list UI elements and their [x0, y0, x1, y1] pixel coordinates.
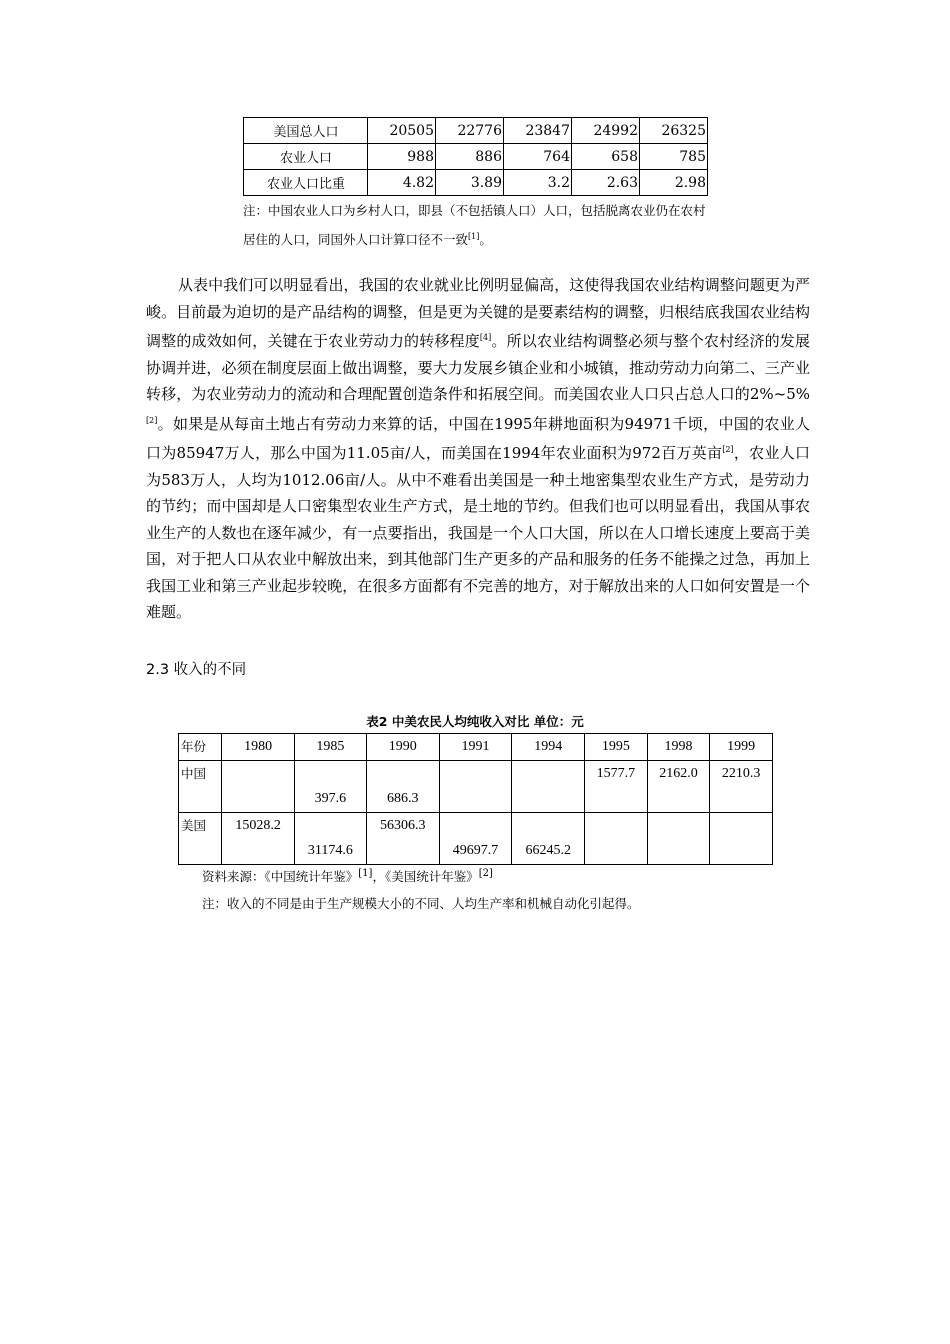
table-cell: 31174.6: [294, 813, 366, 865]
citation: [1]: [358, 868, 373, 879]
table-cell: 56306.3: [366, 813, 439, 865]
row-label: 农业人口: [244, 144, 368, 170]
table-cell: 4.82: [368, 170, 436, 196]
table-row: [179, 813, 773, 865]
table2-note: 注：收入的不同是由于生产规模大小的不同、人均生产率和机械自动化引起得。: [202, 896, 640, 911]
citation: [2]: [478, 868, 493, 879]
table-cell: [439, 761, 512, 813]
table-row: [244, 170, 708, 196]
header-cell: 1980: [222, 734, 295, 761]
table-cell: 686.3: [366, 761, 439, 813]
table-row: [244, 144, 708, 170]
table-cell: 24992: [572, 118, 640, 144]
citation: [2]: [722, 445, 734, 454]
citation: [4]: [479, 333, 492, 342]
body-paragraph: [146, 272, 810, 626]
table-cell: 658: [572, 144, 640, 170]
section-heading: 2.3 收入的不同: [146, 662, 247, 678]
table-cell: 66245.2: [512, 813, 585, 865]
population-table: [243, 117, 708, 196]
paragraph-text: 。如果是从每亩土地占有劳动力来算的话，中国在1995年耕地面积为94971千顷，中国的农业人口为85947万人，那么中国为11.05亩/人，而美国在1994年农业面积为972百万英亩: [146, 414, 810, 462]
source-text: ，《美国统计年鉴》: [372, 869, 479, 885]
header-cell: 年份: [179, 734, 222, 761]
table-cell: 2210.3: [710, 761, 773, 813]
income-table: [178, 733, 773, 865]
table-cell: 26325: [640, 118, 708, 144]
table-cell: 988: [368, 144, 436, 170]
table-cell: 886: [436, 144, 504, 170]
table-cell: 49697.7: [439, 813, 512, 865]
table-cell: 23847: [504, 118, 572, 144]
table-cell: [710, 813, 773, 865]
table-cell: 3.2: [504, 170, 572, 196]
table-cell: 15028.2: [222, 813, 295, 865]
paragraph-text: ，农业人口为583万人，人均为1012.06亩/人。从中不难看出美国是一种土地密集型农业生产方式，是劳动力的节约；而中国却是人口密集型农业生产方式，是土地的节约。但我们也可以明显看出，我国从事农业生产的人数也在逐年减少，有一点要指出，我国是一个人口大国，所以在人口增长速度上要高于美国，对于把人口从农业中解放出来，到其他部门生产更多的产品和服务的任务不能操之过急，再加上我国工业和第三产业起步较晚，在很多方面都有不完善的地方，对于解放出来的人口如何安置是一个难题。: [146, 444, 810, 621]
table-cell: 2162.0: [647, 761, 710, 813]
table-cell: [585, 813, 648, 865]
paragraph-text: 从表中我们可以明显看出，我国的农业就业比例明显偏高，这使得我国农业结构调整问题更为严峻。目前最为迫切的是产品结构的调整，但是更为关键的是要素结构的调整，归根结底我国农业结构调整的成效如何，关键在于农业劳动力的转移程度: [146, 276, 810, 350]
row-label: 农业人口比重: [244, 170, 368, 196]
note-end: 。: [479, 232, 492, 248]
table-caption: 表2 中美农民人均纯收入对比 单位：元: [366, 714, 584, 729]
table-cell: 2.63: [572, 170, 640, 196]
table-cell: 22776: [436, 118, 504, 144]
table-cell: 3.89: [436, 170, 504, 196]
table-cell: 764: [504, 144, 572, 170]
header-cell: 1998: [647, 734, 710, 761]
table-cell: 785: [640, 144, 708, 170]
table-row: [179, 761, 773, 813]
row-label: 美国总人口: [244, 118, 368, 144]
table-header-row: [179, 734, 773, 761]
table-row: [244, 118, 708, 144]
header-cell: 1991: [439, 734, 512, 761]
header-cell: 1985: [294, 734, 366, 761]
table-cell: 20505: [368, 118, 436, 144]
header-cell: 1995: [585, 734, 648, 761]
header-cell: 1990: [366, 734, 439, 761]
source-text: 资料来源：《中国统计年鉴》: [202, 869, 359, 885]
paragraph-text: 。所以农业结构调整必须与整个农村经济的发展协调并进，必须在制度层面上做出调整，要大力发展乡镇企业和小城镇，推动劳动力向第二、三产业转移，为农业劳动力的流动和合理配置创造条件和拓展空间。而美国农业人口只占总人口的2%~5%: [146, 332, 810, 403]
table-cell: 1577.7: [585, 761, 648, 813]
table-cell: [512, 761, 585, 813]
table1-note: [243, 198, 713, 253]
table-source: [202, 861, 493, 890]
table-cell: 397.6: [294, 761, 366, 813]
row-label: 美国: [179, 813, 222, 865]
citation: [1]: [468, 232, 480, 241]
table-cell: [222, 761, 295, 813]
header-cell: 1999: [710, 734, 773, 761]
citation: [2]: [146, 415, 158, 425]
note-text: 注：中国农业人口为乡村人口，即县（不包括镇人口）人口，包括脱离农业仍在农村居住的人口，同国外人口计算口径不一致: [243, 203, 706, 248]
header-cell: 1994: [512, 734, 585, 761]
table-cell: [647, 813, 710, 865]
row-label: 中国: [179, 761, 222, 813]
table-cell: 2.98: [640, 170, 708, 196]
